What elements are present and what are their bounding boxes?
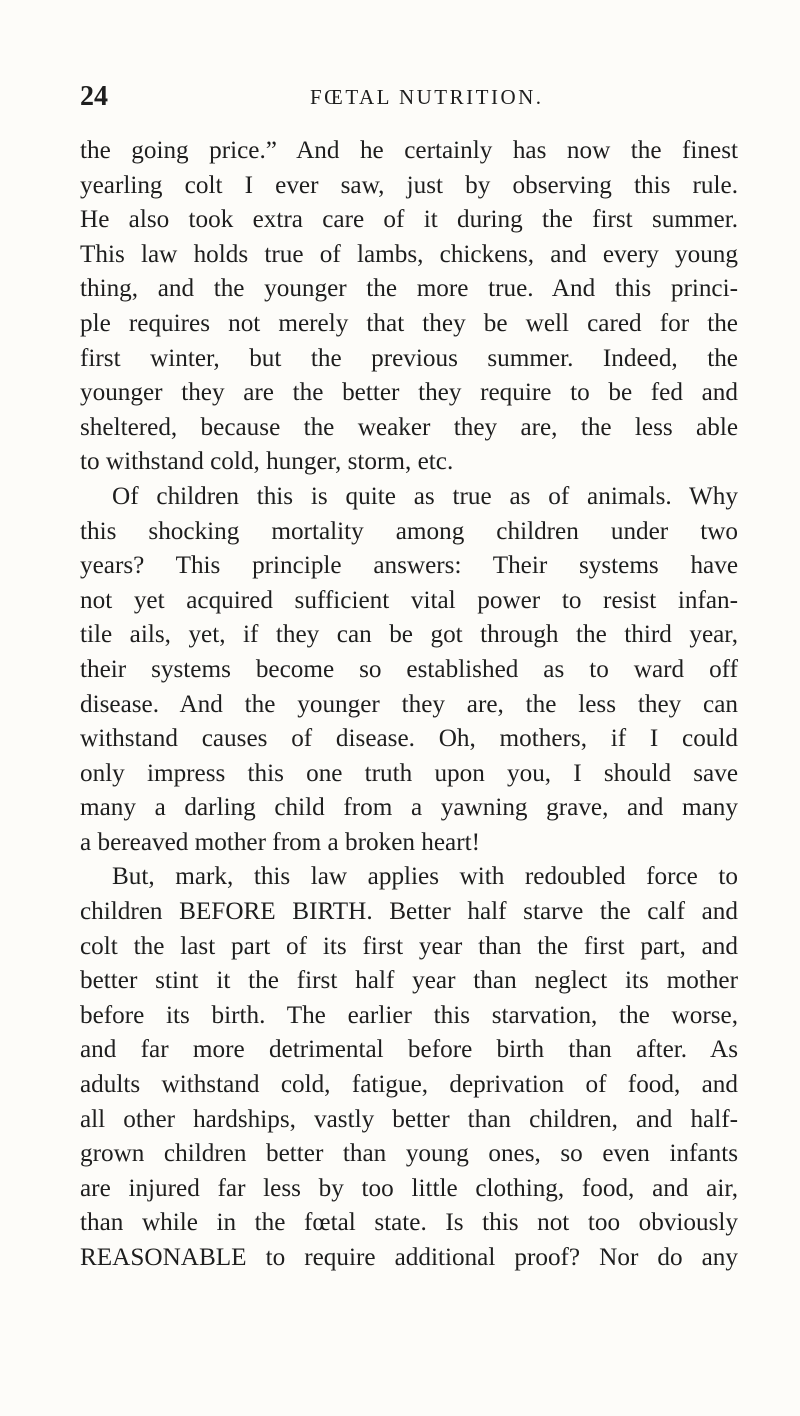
text-line: thing, and the younger the more true. And this princi- bbox=[80, 275, 738, 303]
text-line: disease. And the younger they are, the less they can bbox=[80, 690, 738, 718]
paragraph-2 bbox=[80, 480, 738, 861]
text-line: than while in the fœtal state. Is this not too obviously bbox=[80, 1209, 738, 1237]
text-line: yearling colt I ever saw, just by observing this rule. bbox=[80, 171, 738, 199]
text-line: only impress this one truth upon you, I should save bbox=[80, 759, 738, 787]
paragraph-3 bbox=[80, 860, 738, 1275]
text-line: adults withstand cold, fatigue, deprivation of food, and bbox=[80, 1071, 738, 1099]
text-line: But, mark, this law applies with redoubled force to bbox=[112, 863, 738, 891]
text-line: sheltered, because the weaker they are, the less able bbox=[80, 413, 738, 441]
text-line: this shocking mortality among children under two bbox=[80, 517, 738, 545]
text-line: colt the last part of its first year than the first part, and bbox=[80, 932, 738, 960]
text-line: ple requires not merely that they be well cared for the bbox=[80, 309, 738, 337]
text-line: a bereaved mother from a broken heart! bbox=[80, 828, 480, 856]
text-line: first winter, but the previous summer. Indeed, the bbox=[80, 344, 738, 372]
text-line: years? This principle answers: Their systems have bbox=[80, 552, 738, 580]
text-line: tile ails, yet, if they can be got through the third year, bbox=[80, 621, 738, 649]
running-head bbox=[80, 80, 730, 114]
text-line: their systems become so established as to ward off bbox=[80, 655, 738, 683]
text-line: children BEFORE BIRTH. Better half starve the calf and bbox=[80, 898, 738, 926]
text-line: He also took extra care of it during the first summer. bbox=[80, 206, 738, 234]
text-line: before its birth. The earlier this starvation, the worse, bbox=[80, 1001, 738, 1029]
text-line: grown children better than young ones, so even infants bbox=[80, 1140, 738, 1168]
text-line: This law holds true of lambs, chickens, and every young bbox=[80, 240, 738, 268]
text-line: and far more detrimental before birth than after. As bbox=[80, 1036, 738, 1064]
text-line: withstand causes of disease. Oh, mothers, if I could bbox=[80, 725, 738, 753]
text-line: to withstand cold, hunger, storm, etc. bbox=[80, 448, 454, 476]
text-line: REASONABLE to require additional proof? Nor do any bbox=[80, 1244, 738, 1271]
paragraph-1 bbox=[80, 134, 738, 480]
text-line: are injured far less by too little clothing, food, and air, bbox=[80, 1174, 738, 1202]
text-line: Of children this is quite as true as of animals. Why bbox=[112, 482, 738, 510]
text-line: all other hardships, vastly better than children, and half- bbox=[80, 1105, 738, 1133]
page-number: 24 bbox=[80, 81, 108, 112]
text-line: many a darling child from a yawning grave, and many bbox=[80, 794, 738, 822]
text-line: not yet acquired sufficient vital power to resist infan- bbox=[80, 586, 738, 614]
text-line: younger they are the better they require to be fed and bbox=[80, 379, 738, 407]
body-text bbox=[80, 134, 738, 1276]
text-line: the going price.” And he certainly has now the finest bbox=[80, 137, 738, 164]
running-title: FŒTAL NUTRITION. bbox=[310, 85, 544, 109]
text-line: better stint it the first half year than neglect its mother bbox=[80, 967, 738, 995]
